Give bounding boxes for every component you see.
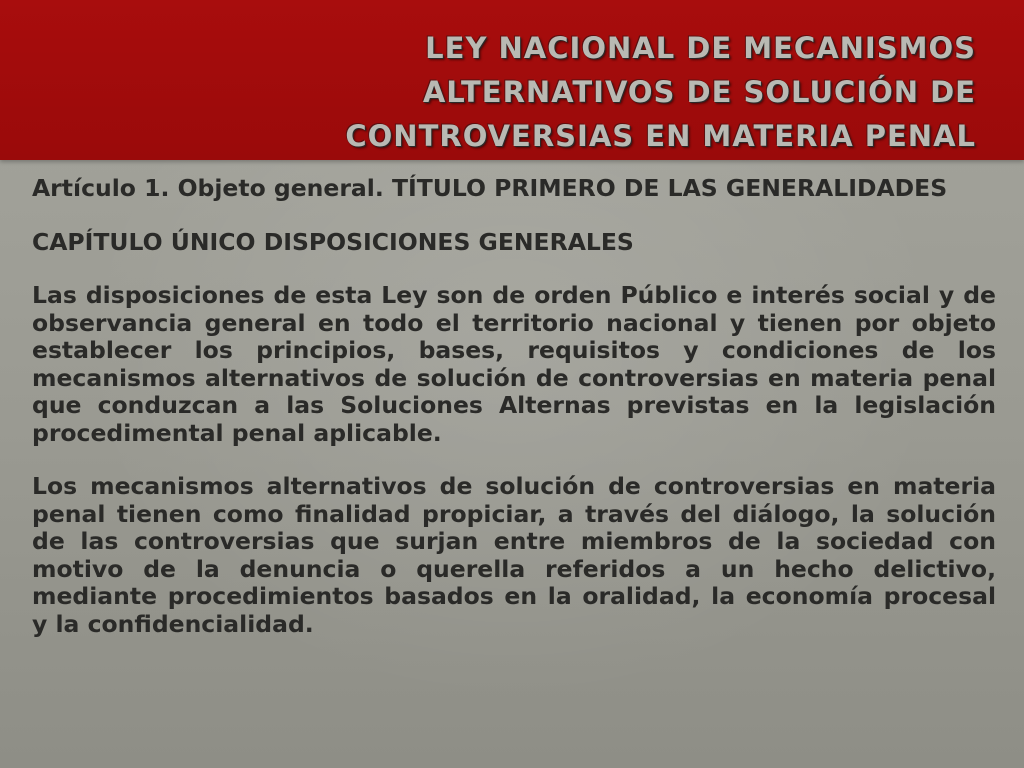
slide-body xyxy=(32,175,996,664)
body-paragraph-2: Los mecanismos alternativos de solución de controversias en materia penal tienen como finalidad propiciar, a través del diálogo, la solución de las controversias que surjan entre miembros de la sociedad con motivo de la denuncia o querella referidos a un hecho delictivo, mediante procedimientos basados en la oralidad, la economía procesal y la confidencialidad. xyxy=(32,472,996,638)
chapter-heading: CAPÍTULO ÚNICO DISPOSICIONES GENERALES xyxy=(32,227,634,256)
slide-title xyxy=(76,26,976,158)
body-paragraph-1: Las disposiciones de esta Ley son de orden Público e interés social y de observancia general en todo el territorio nacional y tienen por objeto establecer los principios, bases, requisitos y condiciones de los mecanismos alternativos de solución de controversias en materia penal que conduzcan a las Soluciones Alternas previstas en la legislación procedimental penal aplicable. xyxy=(32,281,996,447)
title-band xyxy=(0,0,1024,160)
title-line-1: LEY NACIONAL DE MECANISMOS xyxy=(425,31,976,65)
title-line-2: ALTERNATIVOS DE SOLUCIÓN DE xyxy=(422,75,976,109)
article-heading: Artículo 1. Objeto general. TÍTULO PRIMERO DE LAS GENERALIDADES xyxy=(32,174,948,202)
title-line-3: CONTROVERSIAS EN MATERIA PENAL xyxy=(345,119,976,153)
